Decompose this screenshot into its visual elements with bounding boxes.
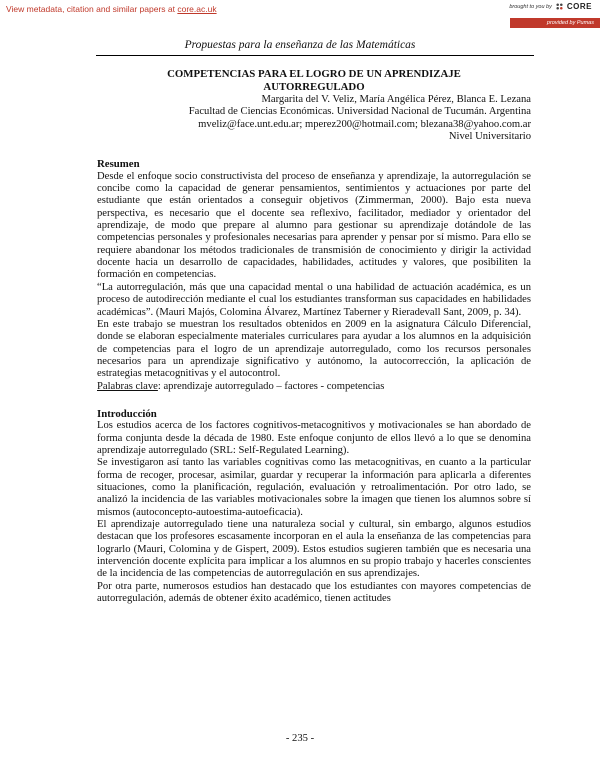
core-logo-text: CORE xyxy=(566,2,592,11)
core-domain-link[interactable]: core.ac.uk xyxy=(177,4,217,14)
provided-by-badge[interactable]: provided by Pumas xyxy=(510,18,600,28)
title-line-2: AUTORREGULADO xyxy=(263,80,365,93)
core-branding xyxy=(509,2,592,11)
keywords xyxy=(97,381,531,393)
intro-paragraph-2: Se investigaron así tanto las variables cognitivas como las metacognitivas, en cuanto a la particular forma de recoger, procesar, asimilar, guardar y recuperar la información para aplicarla a diferentes situaciones, como la planificación, regulación, evaluación y retroalimentación. Por otro lado, se analizó la incidencia de las variables motivacionales sobre la imagen que tienen los alumnos sobre sí mismos (autoconcepto-autoestima-autoeficacia). xyxy=(97,457,531,518)
education-level: Nivel Universitario xyxy=(448,131,531,143)
keywords-label: Palabras clave xyxy=(97,380,158,392)
intro-paragraph-3: El aprendizaje autorregulado tiene una naturaleza social y cultural, sin embargo, algunos estudios destacan que los profesores escasamente incorporan en el aula la enseñanza de las competencias para lograrlo (Mauri, Colomina y de Gispert, 2009). Estos estudios sugieren también que es necesaria una intervención docente explícita para implicar a los alumnos en su propio trabajo y hacerles conscientes de la incidencia de las competencias de autorregulación en sus aprendizajes. xyxy=(97,519,531,580)
core-metadata-link[interactable]: View metadata, citation and similar papers at core.ac.uk xyxy=(6,4,217,14)
section-heading-resumen: Resumen xyxy=(97,158,140,171)
keywords-text: : aprendizaje autorregulado – factores - competencias xyxy=(157,380,385,392)
intro-paragraph-4: Por otra parte, numerosos estudios han destacado que los estudiantes con mayores competencias de autorregulación, además de obtener éxito académico, tienen actitudes xyxy=(97,580,531,605)
header-rule xyxy=(96,55,534,56)
title-line-1: COMPETENCIAS PARA EL LOGRO DE UN APRENDIZAJE xyxy=(167,68,461,80)
section-heading-introduccion: Introducción xyxy=(97,407,157,420)
brought-by-text: brought to you by xyxy=(509,3,552,10)
page-number: - 235 - xyxy=(285,733,315,744)
authors: Margarita del V. Veliz, María Angélica Pérez, Blanca E. Lezana xyxy=(261,94,531,105)
author-emails: mveliz@face.unt.edu.ar; mperez200@hotmail.com; blezana38@yahoo.com.ar xyxy=(198,118,531,130)
resumen-paragraph-2: “La autorregulación, más que una capacidad mental o una habilidad de actuación académica, es un proceso de autodirección mediante el cual los estudiantes transforman sus capacidades en habilidades académicas”. (Mauri Majós, Colomina Álvarez, Martínez Taberner y Rieradevall Sant, 2009, p. 34). xyxy=(97,281,531,318)
affiliation: Facultad de Ciencias Económicas. Universidad Nacional de Tucumán. Argentina xyxy=(188,106,531,118)
running-header: Propuestas para la enseñanza de las Matemáticas xyxy=(184,39,416,51)
core-banner xyxy=(0,0,600,28)
core-logo-icon xyxy=(555,2,564,11)
intro-paragraph-1: Los estudios acerca de los factores cognitivos-metacognitivos y motivacionales se han abordado de forma conjunta desde la década de 1980. Este enfoque conjunto de ellos llevó a lo que se denomina aprendizaje autorregulado (SRL: Self-Regulated Learning). xyxy=(97,420,531,456)
resumen-paragraph-3: En este trabajo se muestran los resultados obtenidos en 2009 en la asignatura Cálculo Diferencial, donde se elaboran especialmente materiales curriculares para ayudar a los alumnos en la adquisición de competencias para el logro de un aprendizaje autorregulado, como los recursos personales necesarios para un aprendizaje significativo y autónomo, la autocorrección, la aplicación de estrategias metacognitivas y el autocontrol. xyxy=(97,318,531,380)
resumen-paragraph-1: Desde el enfoque socio constructivista del proceso de enseñanza y aprendizaje, la autorregulación se concibe como la capacidad de generar pensamientos, sentimientos y actuaciones por parte del estudiante que están orientados a conseguir objetivos (Zimmerman, 2000). Bajo esta nueva perspectiva, es necesario que el docente sea reflexivo, facilitador, mediador y orientador del aprendizaje, de modo que prepare al alumno para gestionar su aprendizaje dotándole de las competencias personales y profesionales necesarias para aprender y pensar por sí mismo. Para ello se requiere abandonar los métodos tradicionales de transmisión de conocimiento y dirigir la actividad docente hacia un desarrollo de capacidades, habilidades, actitudes y valores, que posibiliten la formación en competencias. xyxy=(97,170,531,281)
article-body xyxy=(97,68,531,605)
paper-title xyxy=(97,68,531,93)
